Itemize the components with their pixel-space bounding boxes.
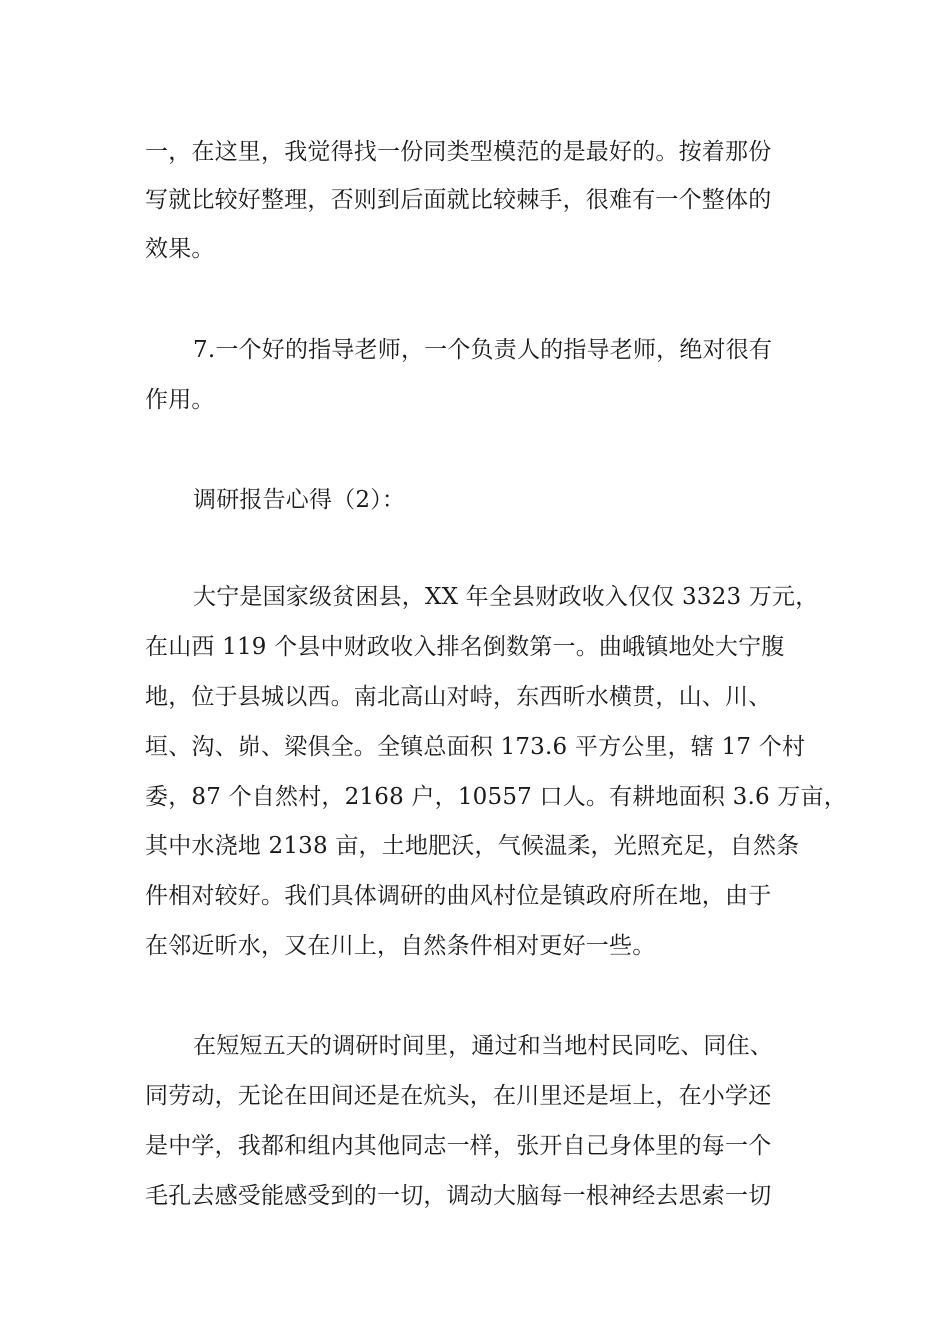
text-line: 地，位于县城以西。南北高山对峙，东西昕水横贯，山、川、 — [145, 684, 772, 710]
text-line: 委，87 个自然村，2168 户，10557 口人。有耕地面积 3.6 万亩， — [145, 784, 847, 810]
text-line: 垣、沟、峁、梁俱全。全镇总面积 173.6 平方公里，辖 17 个村 — [145, 734, 806, 760]
text-line: 一，在这里，我觉得找一份同类型模范的是最好的。按着那份 — [145, 139, 772, 165]
text-line: 写就比较好整理，否则到后面就比较棘手，很难有一个整体的 — [145, 187, 772, 213]
text-line: 是中学，我都和组内其他同志一样，张开自己身体里的每一个 — [145, 1133, 772, 1159]
text-line: 其中水浇地 2138 亩，土地肥沃，气候温柔，光照充足，自然条 — [145, 833, 800, 859]
text-line: 件相对较好。我们具体调研的曲风村位是镇政府所在地，由于 — [145, 883, 772, 909]
list-item-7-line: 7.一个好的指导老师，一个负责人的指导老师，绝对很有 — [193, 337, 773, 363]
text-line: 同劳动，无论在田间还是在炕头，在川里还是垣上，在小学还 — [145, 1083, 772, 1109]
text-line: 在邻近昕水，又在川上，自然条件相对更好一些。 — [145, 933, 656, 959]
text-line: 在山西 119 个县中财政收入排名倒数第一。曲峨镇地处大宁腹 — [145, 634, 785, 660]
text-line: 大宁是国家级贫困县，XX 年全县财政收入仅仅 3323 万元， — [193, 584, 819, 610]
text-line: 毛孔去感受能感受到的一切，调动大脑每一根神经去思索一切 — [145, 1183, 772, 1209]
list-item-7-line: 作用。 — [145, 387, 215, 413]
text-line: 在短短五天的调研时间里，通过和当地村民同吃、同住、 — [193, 1033, 773, 1059]
section-heading: 调研报告心得（2）： — [193, 487, 406, 513]
text-line: 效果。 — [145, 236, 215, 262]
